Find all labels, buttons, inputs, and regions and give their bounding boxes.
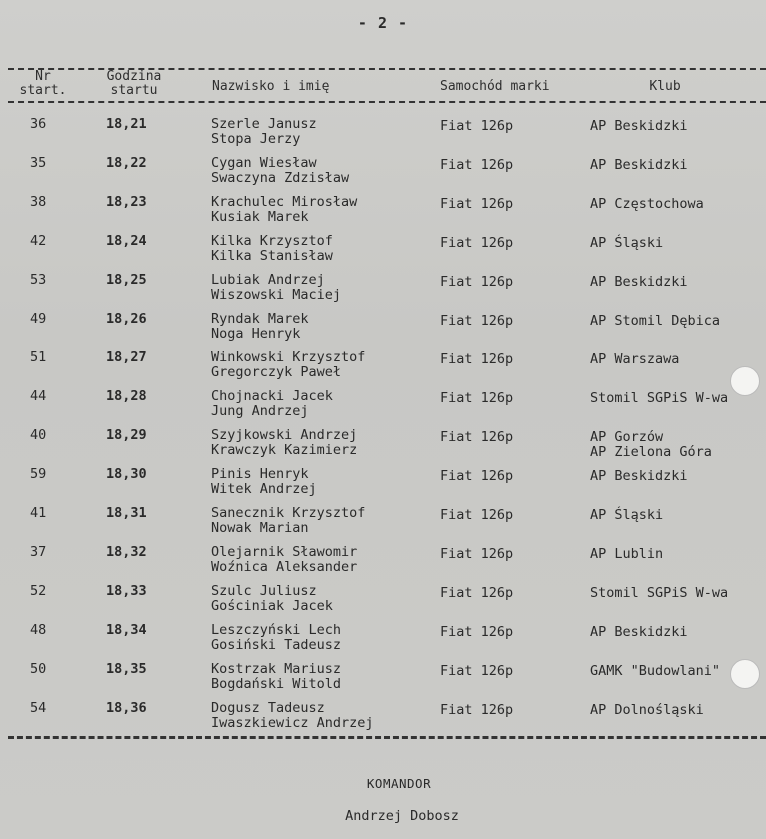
- start-time: 18,27: [106, 349, 147, 366]
- table-row: [0, 227, 766, 265]
- driver-name: Kilka Krzysztof: [211, 232, 333, 249]
- start-number: 49: [30, 310, 47, 327]
- codriver-name: Iwaszkiewicz Andrzej: [211, 714, 374, 731]
- start-number: 36: [30, 116, 47, 132]
- car-make: Fiat 126p: [440, 507, 514, 523]
- club-name: AP Warszawa: [590, 351, 680, 368]
- club-name: AP Beskidzki: [590, 156, 688, 173]
- start-time: 18,26: [106, 310, 147, 327]
- header-club: Klub: [649, 79, 681, 94]
- table-row: [0, 616, 766, 654]
- codriver-name: Gosiński Tadeusz: [211, 636, 342, 653]
- start-time: 18,25: [106, 271, 147, 288]
- start-number: 51: [30, 349, 47, 366]
- start-number: 53: [30, 271, 47, 288]
- start-number: 40: [30, 427, 47, 444]
- start-time: 18,35: [106, 660, 147, 677]
- start-time: 18,33: [106, 582, 147, 599]
- club-name-secondary: AP Zielona Góra: [590, 444, 712, 461]
- header-name: Nazwisko i imię: [212, 79, 330, 94]
- start-time: 18,29: [106, 427, 147, 444]
- header-car: Samochód marki: [440, 79, 550, 94]
- driver-name: Dogusz Tadeusz: [211, 699, 325, 716]
- start-number: 54: [30, 699, 47, 716]
- codriver-name: Witek Andrzej: [211, 481, 317, 498]
- punch-hole: [730, 366, 760, 396]
- start-number: 50: [30, 660, 47, 677]
- header-start-time-line1: Godzina: [106, 69, 162, 84]
- codriver-name: Bogdański Witold: [211, 675, 342, 692]
- codriver-name: Woźnica Aleksander: [211, 558, 358, 575]
- codriver-name: Gregorczyk Paweł: [211, 364, 342, 381]
- codriver-name: Kilka Stanisław: [211, 247, 333, 264]
- driver-name: Leszczyński Lech: [211, 621, 342, 638]
- car-make: Fiat 126p: [440, 195, 514, 212]
- driver-name: Chojnacki Jacek: [211, 388, 333, 405]
- start-time: 18,22: [106, 154, 147, 171]
- codriver-name: Jung Andrzej: [211, 403, 309, 420]
- driver-name: Sanecznik Krzysztof: [211, 505, 366, 521]
- start-number: 37: [30, 543, 47, 560]
- start-number: 38: [30, 193, 47, 210]
- start-number: 35: [30, 154, 47, 171]
- driver-name: Szulc Juliusz: [211, 582, 317, 599]
- punch-hole: [730, 659, 760, 689]
- club-name: AP Beskidzki: [590, 273, 688, 290]
- car-make: Fiat 126p: [440, 118, 514, 134]
- table-row: [0, 110, 766, 148]
- table-row: [0, 694, 766, 732]
- start-time: 18,36: [106, 699, 147, 716]
- header-start-number-line2: start.: [19, 83, 67, 98]
- codriver-name: Noga Henryk: [211, 325, 301, 342]
- table-row: [0, 655, 766, 693]
- driver-name: Krachulec Mirosław: [211, 193, 358, 210]
- table-header-rule: [8, 101, 766, 103]
- car-make: Fiat 126p: [440, 545, 514, 562]
- club-name: AP Śląski: [590, 507, 664, 523]
- club-name: AP Beskidzki: [590, 623, 688, 640]
- driver-name: Kostrzak Mariusz: [211, 660, 342, 677]
- table-row: [0, 149, 766, 187]
- driver-name: Szyjkowski Andrzej: [211, 427, 358, 444]
- start-number: 44: [30, 388, 47, 405]
- driver-name: Cygan Wiesław: [211, 154, 317, 171]
- club-name: AP Beskidzki: [590, 118, 688, 134]
- start-number: 48: [30, 621, 47, 638]
- club-name: Stomil SGPiS W-wa: [590, 584, 729, 601]
- codriver-name: Swaczyna Zdzisław: [211, 169, 350, 186]
- driver-name: Szerle Janusz: [211, 116, 317, 132]
- header-start-time: [96, 70, 172, 98]
- footer-signatory-name: Andrzej Dobosz: [345, 808, 459, 824]
- table-row: [0, 538, 766, 576]
- table-row: [0, 460, 766, 498]
- table-row: [0, 421, 766, 459]
- car-make: Fiat 126p: [440, 429, 514, 446]
- table-row: [0, 499, 766, 537]
- driver-name: Pinis Henryk: [211, 466, 309, 483]
- car-make: Fiat 126p: [440, 623, 514, 640]
- club-name: AP Beskidzki: [590, 468, 688, 485]
- car-make: Fiat 126p: [440, 584, 514, 601]
- start-number: 42: [30, 232, 47, 249]
- page-number: - 2 -: [357, 14, 409, 32]
- start-time: 18,23: [106, 193, 147, 210]
- club-name: AP Częstochowa: [590, 195, 704, 212]
- driver-name: Ryndak Marek: [211, 310, 309, 327]
- start-time: 18,34: [106, 621, 147, 638]
- car-make: Fiat 126p: [440, 390, 514, 407]
- codriver-name: Krawczyk Kazimierz: [211, 442, 358, 459]
- club-name: AP Stomil Dębica: [590, 312, 721, 329]
- start-time: 18,32: [106, 543, 147, 560]
- table-row: [0, 343, 766, 381]
- start-time: 18,21: [106, 116, 147, 132]
- table-row: [0, 266, 766, 304]
- start-number: 52: [30, 582, 47, 599]
- codriver-name: Gościniak Jacek: [211, 597, 333, 614]
- start-number: 59: [30, 466, 47, 483]
- car-make: Fiat 126p: [440, 351, 514, 368]
- car-make: Fiat 126p: [440, 468, 514, 485]
- start-number: 41: [30, 505, 47, 521]
- table-row: [0, 577, 766, 615]
- codriver-name: Kusiak Marek: [211, 208, 309, 225]
- car-make: Fiat 126p: [440, 701, 514, 718]
- car-make: Fiat 126p: [440, 273, 514, 290]
- codriver-name: Stopa Jerzy: [211, 131, 301, 147]
- table-row: [0, 305, 766, 343]
- club-name: AP Lublin: [590, 545, 664, 562]
- car-make: Fiat 126p: [440, 312, 514, 329]
- club-name: AP Śląski: [590, 234, 664, 251]
- start-time: 18,30: [106, 466, 147, 483]
- table-row: [0, 382, 766, 420]
- driver-name: Lubiak Andrzej: [211, 271, 325, 288]
- header-start-number-line1: Nr: [35, 69, 51, 84]
- car-make: Fiat 126p: [440, 662, 514, 679]
- start-time: 18,28: [106, 388, 147, 405]
- header-start-number: [12, 70, 74, 98]
- codriver-name: Wiszowski Maciej: [211, 286, 342, 303]
- header-start-time-line2: startu: [110, 83, 158, 98]
- club-name: AP Gorzów: [590, 429, 664, 446]
- codriver-name: Nowak Marian: [211, 520, 309, 536]
- driver-name: Olejarnik Sławomir: [211, 543, 358, 560]
- car-make: Fiat 126p: [440, 156, 514, 173]
- table-bottom-rule: [8, 736, 766, 739]
- club-name: GAMK "Budowlani": [590, 662, 721, 679]
- footer-role: KOMANDOR: [366, 776, 432, 791]
- start-time: 18,24: [106, 232, 147, 249]
- start-time: 18,31: [106, 505, 147, 521]
- table-row: [0, 188, 766, 226]
- car-make: Fiat 126p: [440, 234, 514, 251]
- driver-name: Winkowski Krzysztof: [211, 349, 366, 366]
- club-name: AP Dolnośląski: [590, 701, 704, 718]
- club-name: Stomil SGPiS W-wa: [590, 390, 729, 407]
